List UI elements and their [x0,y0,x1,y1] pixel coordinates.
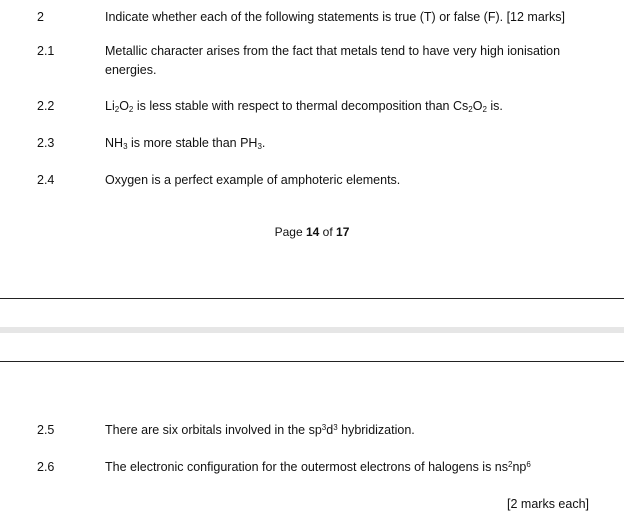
item-number: 2.5 [37,423,55,437]
item-number: 2.3 [37,136,55,150]
item-text: $Li_2O_2$ is less stable with respect to thermal decomposition than $Cs_2O_2$ is. [105,99,503,114]
item-number: 2.6 [37,460,55,474]
item-text: Metallic character arises from the fact that metals tend to have very high ionisation energies. [105,44,561,77]
question-number: 2 [37,10,44,24]
page-footer: Page 14 of 17 [274,225,350,239]
page-top-border [0,361,624,362]
item-text: There are six orbitals involved in the $sp^3d^3$ hybridization. [105,423,415,437]
question-instruction: Indicate whether each of the following statements is true (T) or false (F). [12 marks] [105,10,565,24]
item-text: The electronic configuration for the outermost electrons of halogens is $ns^2np^6$ [105,460,531,474]
marks-note: [2 marks each] [507,497,589,511]
page-gap [0,327,624,333]
item-text: $NH_3$ is more stable than $PH_3$. [105,136,266,151]
item-text: Oxygen is a perfect example of amphoteric elements. [105,173,401,187]
item-number: 2.4 [37,173,55,187]
item-number: 2.2 [37,99,55,113]
page-bottom-border [0,298,624,299]
item-number: 2.1 [37,44,55,58]
